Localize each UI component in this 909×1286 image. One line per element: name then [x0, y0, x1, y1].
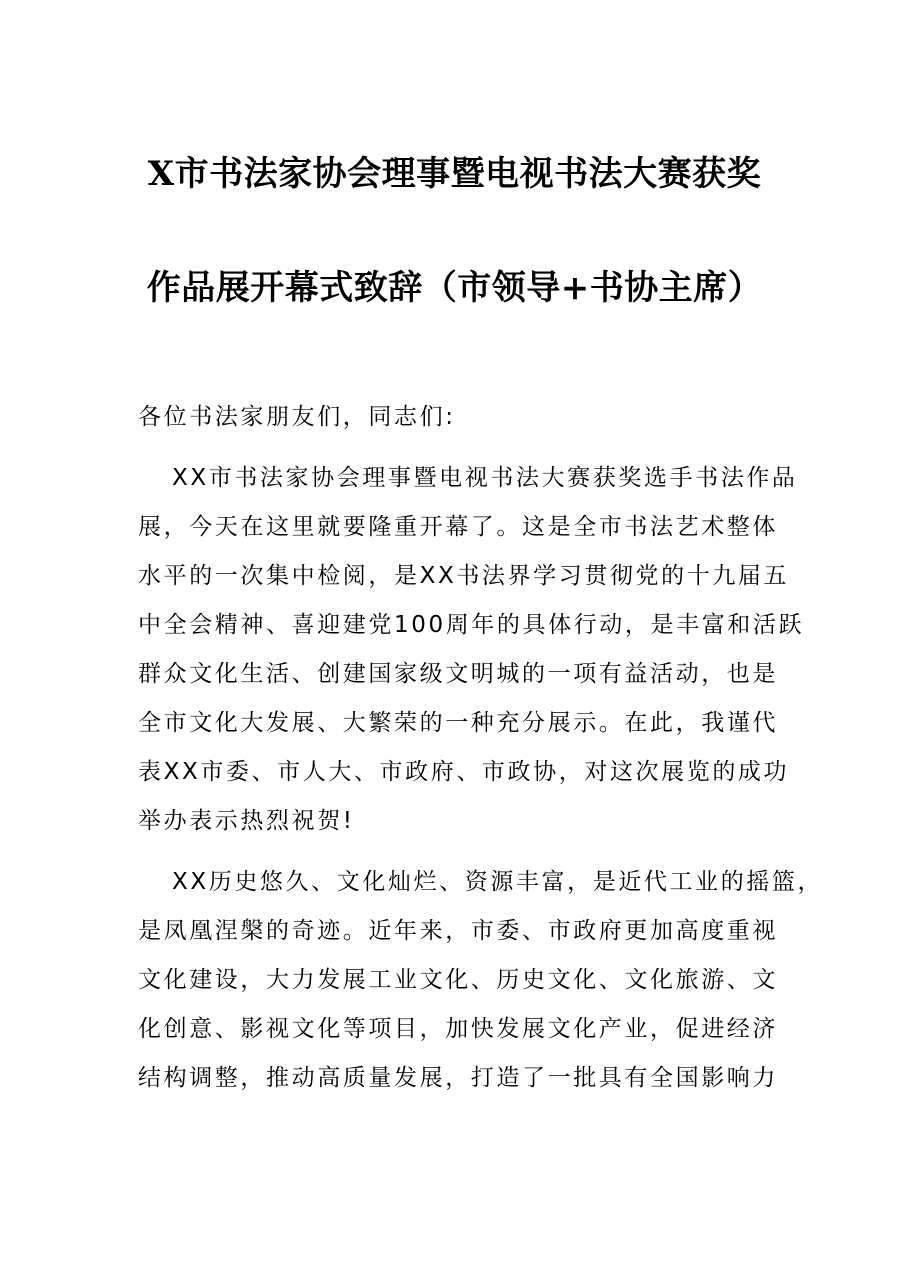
- document-title-line-2: 作品展开幕式致辞（市领导+书协主席）: [146, 268, 763, 308]
- paragraph-1-line: 展，今天在这里就要隆重开幕了。这是全市书法艺术整体: [138, 514, 778, 540]
- paragraph-2-line: 是凤凰涅槃的奇迹。近年来，市委、市政府更加高度重视: [138, 918, 778, 944]
- paragraph-2-line: 文化建设，大力发展工业文化、历史文化、文化旅游、文: [138, 967, 778, 993]
- paragraph-1-line: 群众文化生活、创建国家级文明城的一项有益活动，也是: [138, 661, 778, 687]
- paragraph-1-line: 水平的一次集中检阅，是XX书法界学习贯彻党的十九届五: [138, 563, 790, 589]
- paragraph-1-line: 中全会精神、喜迎建党100周年的具体行动，是丰富和活跃: [138, 612, 805, 638]
- paragraph-1-line: 举办表示热烈祝贺!: [138, 808, 355, 834]
- paragraph-2-line: 结构调整，推动高质量发展，打造了一批具有全国影响力: [138, 1065, 778, 1091]
- paragraph-2-line: 化创意、影视文化等项目，加快发展文化产业，促进经济: [138, 1016, 778, 1042]
- document-title-line-1: X市书法家协会理事暨电视书法大赛获奖: [147, 154, 762, 194]
- paragraph-1-line: 表XX市委、市人大、市政府、市政协，对这次展览的成功: [138, 759, 790, 785]
- paragraph-1-line: 全市文化大发展、大繁荣的一种充分展示。在此，我谨代: [138, 710, 778, 736]
- paragraph-2-line: XX历史悠久、文化灿烂、资源丰富，是近代工业的摇篮，: [172, 869, 824, 895]
- paragraph-1-line: XX市书法家协会理事暨电视书法大赛获奖选手书法作品: [172, 465, 798, 491]
- salutation: 各位书法家朋友们，同志们:: [138, 404, 456, 430]
